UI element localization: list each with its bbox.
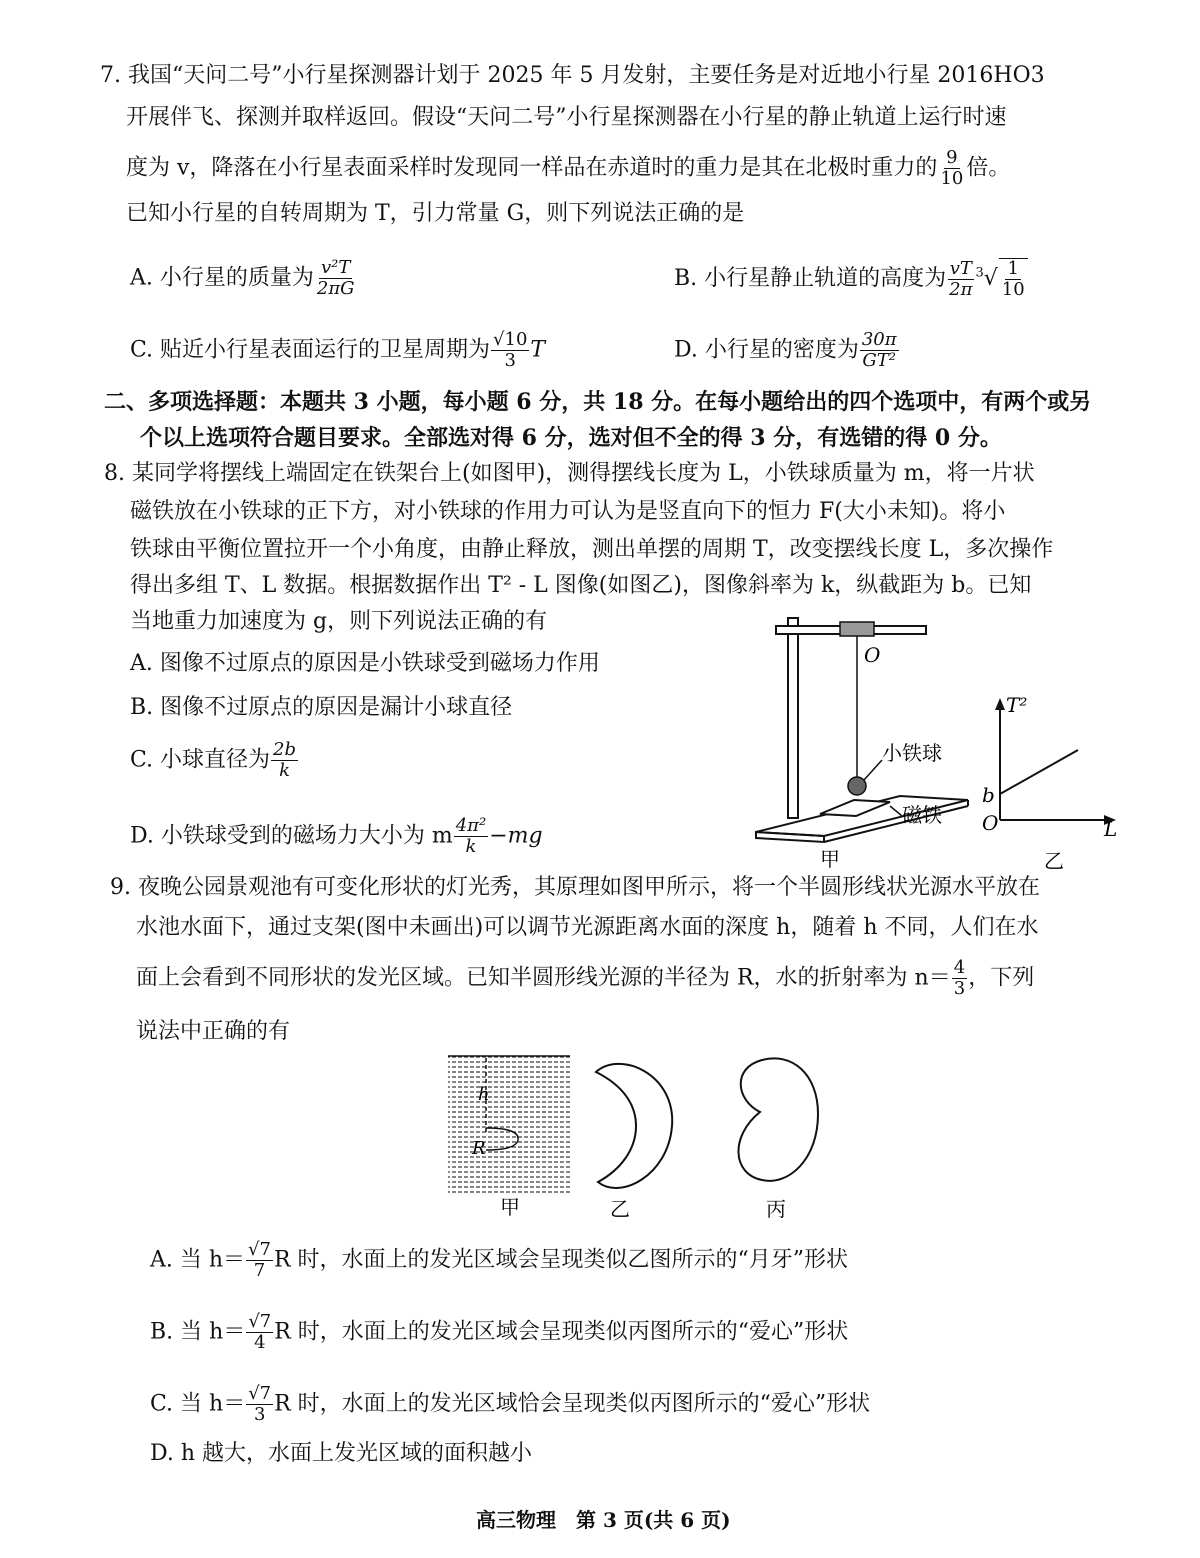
clamp	[840, 622, 874, 636]
q7-line4: 已知小行星的自转周期为 T，引力常量 G，则下列说法正确的是	[126, 201, 745, 226]
q9-option-a: A. 当 h＝ $\frac{√7}{7}$ R 时，水面上的发光区域会呈现类似乙图所示的“月牙”形状	[150, 1239, 849, 1281]
graph-line	[1000, 750, 1078, 794]
label-origin: O	[982, 811, 999, 835]
q8-line2: 磁铁放在小铁球的正下方，对小铁球的作用力可认为是竖直向下的恒力 F(大小未知)。将小	[130, 499, 1006, 524]
pendulum-apparatus-figure	[740, 610, 1000, 870]
q9-line4: 说法中正确的有	[136, 1019, 291, 1044]
q8-line5: 当地重力加速度为 g，则下列说法正确的有	[130, 609, 548, 634]
label-yi: 乙	[1044, 849, 1064, 873]
q9-line1: 9. 夜晚公园景观池有可变化形状的灯光秀，其原理如图甲所示，将一个半圆形线状光源水平放在	[110, 875, 1040, 900]
q9-option-c: C. 当 h＝ $\frac{√7}{3}$ R 时，水面上的发光区域恰会呈现类似丙图所示的“爱心”形状	[150, 1383, 871, 1425]
label-yi-2: 乙	[610, 1197, 630, 1221]
q7-option-a: A. 小行星的质量为 $\frac{\text{v²T}}{2\pi G}$	[130, 257, 355, 299]
q8-line1: 8. 某同学将摆线上端固定在铁架台上(如图甲)，测得摆线长度为 L，小铁球质量为 m，将一片状	[104, 461, 1035, 486]
q8-line3: 铁球由平衡位置拉开一个小角度，由静止释放，测出单摆的周期 T，改变摆线长度 L，多次操作	[130, 537, 1054, 562]
iron-ball	[848, 777, 866, 795]
water-body	[448, 1056, 570, 1194]
q8-option-c: C. 小球直径为 $\frac{2b}{k}$	[130, 739, 297, 781]
crescent-outline	[596, 1064, 672, 1188]
label-o: O	[864, 643, 881, 667]
q8-option-b: B. 图像不过原点的原因是漏计小球直径	[130, 695, 513, 720]
stand-pole	[788, 618, 798, 818]
label-magnet: 磁铁	[902, 803, 942, 827]
q9-option-d: D. h 越大，水面上发光区域的面积越小	[150, 1441, 533, 1466]
label-t2: T²	[1006, 693, 1028, 717]
label-b: b	[982, 783, 995, 807]
q7-line2: 开展伴飞、探测并取样返回。假设“天问二号”小行星探测器在小行星的静止轨道上运行时速	[126, 105, 1007, 130]
label-r: R	[472, 1138, 486, 1159]
section2-line2: 个以上选项符合题目要求。全部选对得 6 分，选对但不全的得 3 分，有选错的得 0 分。	[140, 425, 1002, 451]
q9-option-b: B. 当 h＝ $\frac{√7}{4}$ R 时，水面上的发光区域会呈现类似丙图所示的“爱心”形状	[150, 1311, 849, 1353]
heart-outline	[738, 1058, 818, 1180]
heart-shape-figure	[722, 1050, 832, 1220]
crescent-shape-figure	[580, 1050, 690, 1220]
label-h: h	[478, 1084, 490, 1105]
t2-l-graph	[970, 690, 1130, 873]
q9-line3: 面上会看到不同形状的发光区域。已知半圆形线光源的半径为 R，水的折射率为 n＝ $\frac{4}{3}$ ，下列	[136, 957, 1035, 999]
label-jia: 甲	[820, 847, 840, 871]
q9-line2: 水池水面下，通过支架(图中未画出)可以调节光源距离水面的深度 h，随着 h 不同，人们在水	[136, 915, 1039, 940]
label-bing: 丙	[766, 1197, 786, 1221]
label-jia-2: 甲	[500, 1195, 520, 1219]
q8-option-d: D. 小铁球受到的磁场力大小为 m $\frac{\text{4π²}}{k}$ −mg	[130, 815, 543, 857]
label-l: L	[1104, 817, 1118, 841]
q7-line1: 7. 我国“天问二号”小行星探测器计划于 2025 年 5 月发射，主要任务是对近地小行星 2016HO3	[100, 63, 1045, 88]
q7-line3: 度为 v，降落在小行星表面采样时发现同一样品在赤道时的重力是其在北极时重力的 $\frac{9}{10}$ 倍。	[126, 147, 1011, 189]
page-footer: 高三物理 第 3 页(共 6 页)	[476, 1508, 731, 1532]
magnet	[820, 800, 890, 816]
q8-line4: 得出多组 T、L 数据。根据数据作出 T² - L 图像(如图乙)，图像斜率为 k，纵截距为 b。已知	[130, 573, 1032, 598]
section2-line1: 二、多项选择题：本题共 3 小题，每小题 6 分，共 18 分。在每小题给出的四个选项中，有两个或另	[104, 389, 1092, 415]
q7-option-c: C. 贴近小行星表面运行的卫星周期为 $\frac{√10}{3}$ T	[130, 329, 546, 371]
q7-option-b: B. 小行星静止轨道的高度为 $\frac{vT}{2\pi}$ $^3$√ $\frac{1}{10}$	[674, 258, 1029, 300]
q8-option-a: A. 图像不过原点的原因是小铁球受到磁场力作用	[130, 651, 600, 676]
label-iron-ball: 小铁球	[882, 741, 942, 765]
water-tank-figure	[440, 1050, 580, 1220]
q7-option-d: D. 小行星的密度为 $\frac{30\pi}{\text{GT²}}$	[674, 329, 897, 371]
